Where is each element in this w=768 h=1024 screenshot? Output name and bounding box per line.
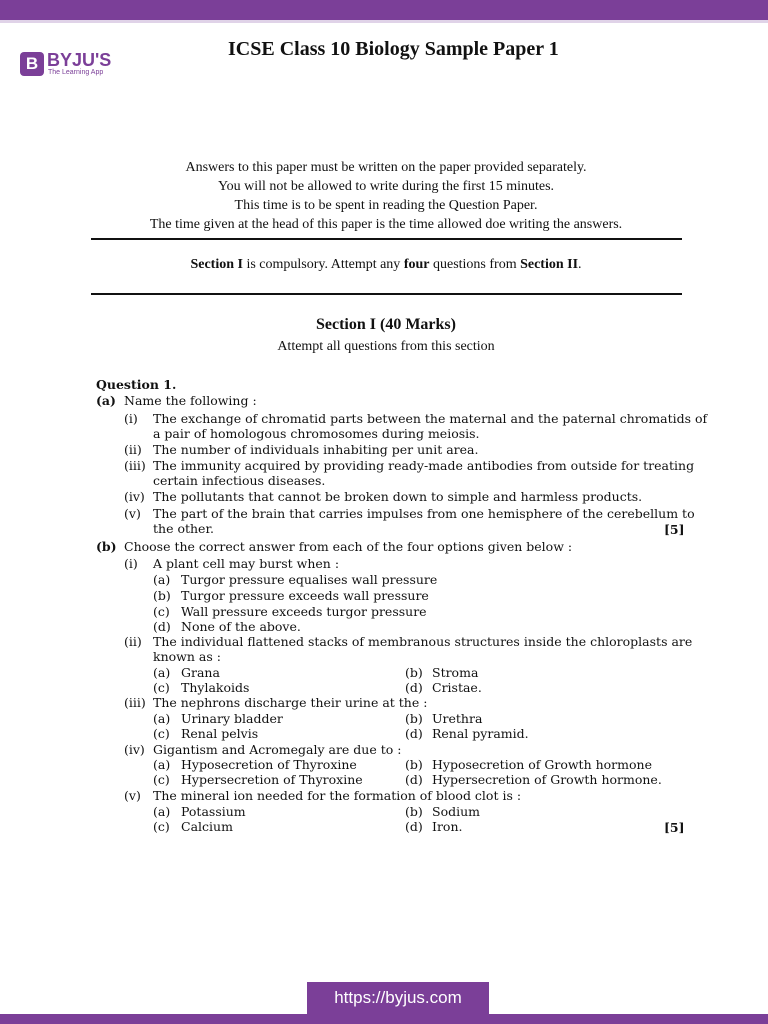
item-text: The number of individuals inhabiting per unit area.: [153, 442, 479, 457]
option-label: (a): [153, 665, 171, 680]
item-number: (i): [124, 411, 138, 426]
option-text: Hypersecretion of Thyroxine: [181, 772, 363, 787]
option-text: Turgor pressure exceeds wall pressure: [181, 588, 429, 603]
option-text: Hyposecretion of Growth hormone: [432, 757, 652, 772]
option-label: (c): [153, 726, 170, 741]
question-title: Question 1.: [96, 377, 177, 392]
part-text: Name the following :: [124, 393, 257, 408]
divider: [91, 238, 682, 240]
item-number: (v): [124, 506, 141, 521]
instruction-line: You will not be allowed to write during the first 15 minutes.: [217, 179, 555, 194]
item-number: (ii): [124, 442, 142, 457]
option-label: (b): [405, 665, 423, 680]
byjus-logo: [20, 50, 130, 80]
item-number: (iv): [124, 742, 145, 757]
item-number: (v): [124, 788, 141, 803]
option-text: Renal pelvis: [181, 726, 259, 741]
instruction-line: Answers to this paper must be written on the paper provided separately.: [185, 160, 587, 175]
item-text: The immunity acquired by providing ready-made antibodies from outside for treating: [153, 458, 695, 473]
option-text: Potassium: [181, 804, 246, 819]
option-text: Calcium: [181, 819, 233, 834]
item-text: The individual flattened stacks of membranous structures inside the chloroplasts are: [153, 634, 693, 649]
part-label: (a): [96, 393, 116, 408]
option-text: None of the above.: [181, 619, 301, 634]
section-subtitle: Attempt all questions from this section: [277, 339, 495, 354]
item-text: The part of the brain that carries impulses from one hemisphere of the cerebellum to: [153, 506, 695, 521]
option-label: (c): [153, 604, 170, 619]
item-text: certain infectious diseases.: [153, 473, 326, 488]
option-text: Urethra: [432, 711, 483, 726]
option-label: (c): [153, 680, 170, 695]
footer-url-link[interactable]: https://byjus.com: [307, 982, 489, 1014]
option-text: Urinary bladder: [181, 711, 283, 726]
option-text: Wall pressure exceeds turgor pressure: [181, 604, 427, 619]
top-banner: [0, 0, 768, 20]
option-label: (d): [153, 619, 171, 634]
item-number: (ii): [124, 634, 142, 649]
item-number: (iii): [124, 695, 146, 710]
marks: [5]: [664, 522, 685, 537]
option-text: Turgor pressure equalises wall pressure: [181, 572, 438, 587]
option-text: Grana: [181, 665, 220, 680]
logo-name: BYJU'S: [47, 50, 112, 70]
option-label: (b): [153, 588, 171, 603]
option-label: (d): [405, 680, 423, 695]
item-text: the other.: [153, 521, 215, 536]
logo-tagline: The Learning App: [48, 69, 104, 76]
option-label: (a): [153, 804, 171, 819]
option-label: (d): [405, 772, 423, 787]
part-text: Choose the correct answer from each of the four options given below :: [124, 539, 573, 554]
option-text: Cristae.: [432, 680, 482, 695]
item-text: A plant cell may burst when :: [153, 556, 340, 571]
item-number: (iv): [124, 489, 145, 504]
option-text: Sodium: [432, 804, 480, 819]
option-label: (c): [153, 772, 170, 787]
option-label: (c): [153, 819, 170, 834]
option-label: (b): [405, 804, 423, 819]
option-label: (b): [405, 757, 423, 772]
instruction-line: This time is to be spent in reading the Question Paper.: [234, 198, 538, 213]
option-text: Thylakoids: [181, 680, 250, 695]
instruction-line: The time given at the head of this paper is the time allowed doe writing the answers.: [149, 217, 623, 232]
top-banner-stripe: [0, 20, 768, 23]
item-text: The mineral ion needed for the formation of blood clot is :: [153, 788, 522, 803]
item-number: (iii): [124, 458, 146, 473]
option-label: (a): [153, 711, 171, 726]
footer-bar: [0, 1014, 768, 1024]
option-label: (d): [405, 726, 423, 741]
section-note: Section I is compulsory. Attempt any four questions from Section II.: [190, 257, 582, 272]
option-label: (a): [153, 572, 171, 587]
option-text: Iron.: [432, 819, 463, 834]
item-text: known as :: [153, 649, 221, 664]
option-text: Hyposecretion of Thyroxine: [181, 757, 357, 772]
part-label: (b): [96, 539, 117, 554]
option-text: Stroma: [432, 665, 479, 680]
item-number: (i): [124, 556, 138, 571]
page-title: ICSE Class 10 Biology Sample Paper 1: [228, 38, 559, 60]
option-label: (a): [153, 757, 171, 772]
option-text: Renal pyramid.: [432, 726, 529, 741]
item-text: Gigantism and Acromegaly are due to :: [153, 742, 402, 757]
item-text: The nephrons discharge their urine at the :: [153, 695, 428, 710]
logo-mark: B: [20, 52, 44, 76]
item-text: The exchange of chromatid parts between the maternal and the paternal chromatids of: [153, 411, 708, 426]
section-heading: Section I (40 Marks): [316, 316, 456, 333]
marks: [5]: [664, 820, 685, 835]
option-label: (b): [405, 711, 423, 726]
option-text: Hypersecretion of Growth hormone.: [432, 772, 662, 787]
item-text: a pair of homologous chromosomes during meiosis.: [153, 426, 480, 441]
item-text: The pollutants that cannot be broken down to simple and harmless products.: [153, 489, 643, 504]
divider: [91, 293, 682, 295]
option-label: (d): [405, 819, 423, 834]
